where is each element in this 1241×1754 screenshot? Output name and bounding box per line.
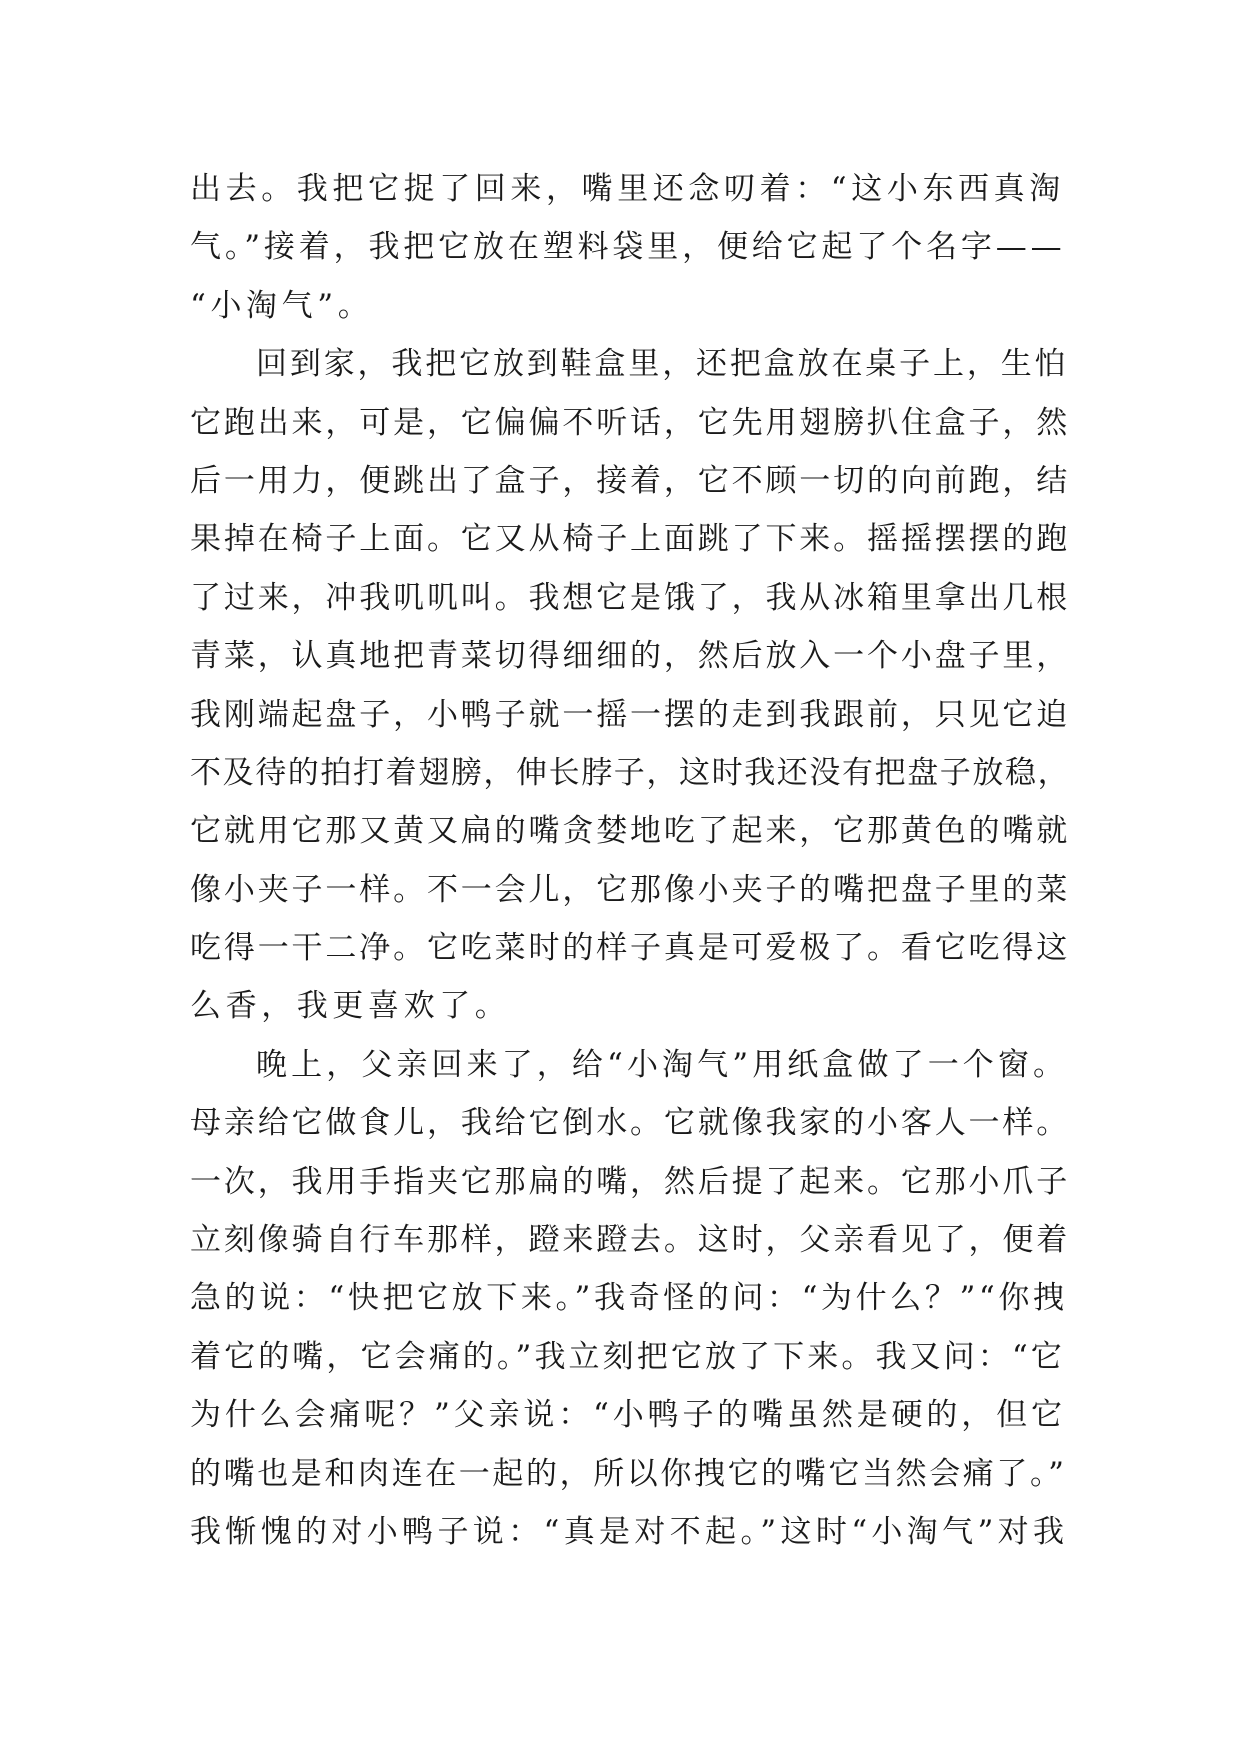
text-line: 它跑出来，可是，它偏偏不听话，它先用翅膀扒住盒子，然 [190, 404, 1071, 441]
text-line: 一次，我用手指夹它那扁的嘴，然后提了起来。它那小爪子 [190, 1163, 1071, 1200]
text-line: 立刻像骑自行车那样，蹬来蹬去。这时，父亲看见了，便着 [190, 1222, 1071, 1259]
text-line: 气。”接着，我把它放在塑料袋里，便给它起了个名字—— [190, 229, 1066, 266]
text-line: 为什么会痛呢？”父亲说：“小鸭子的嘴虽然是硬的，但它 [190, 1397, 1066, 1434]
body-text [190, 160, 1070, 1561]
text-line: “小淘气”。 [190, 287, 374, 324]
text-line: 不及待的拍打着翅膀，伸长脖子，这时我还没有把盘子放稳， [190, 754, 1071, 791]
text-line: 青菜，认真地把青菜切得细细的，然后放入一个小盘子里， [190, 638, 1071, 675]
text-line: 我惭愧的对小鸭子说：“真是对不起。”这时“小淘气”对我 [190, 1513, 1069, 1550]
text-line: 我刚端起盘子，小鸭子就一摇一摆的走到我跟前，只见它迫 [190, 696, 1071, 733]
text-line: 吃得一干二净。它吃菜时的样子真是可爱极了。看它吃得这 [190, 930, 1071, 967]
text-line: 着它的嘴，它会痛的。”我立刻把它放了下来。我又问：“它 [190, 1338, 1065, 1375]
text-line: 它就用它那又黄又扁的嘴贪婪地吃了起来，它那黄色的嘴就 [190, 813, 1071, 850]
text-line: 晚上，父亲回来了，给“小淘气”用纸盒做了一个窗。 [256, 1046, 1069, 1083]
text-line: 母亲给它做食儿，我给它倒水。它就像我家的小客人一样。 [190, 1105, 1071, 1142]
text-line: 么香，我更喜欢了。 [190, 988, 511, 1025]
text-line: 急的说：“快把它放下来。”我奇怪的问：“为什么？”“你拽 [190, 1280, 1068, 1317]
text-line: 回到家，我把它放到鞋盒里，还把盒放在桌子上，生怕 [256, 346, 1069, 383]
text-line: 像小夹子一样。不一会儿，它那像小夹子的嘴把盘子里的菜 [190, 871, 1071, 908]
text-line: 后一用力，便跳出了盒子，接着，它不顾一切的向前跑，结 [190, 462, 1071, 499]
text-line: 果掉在椅子上面。它又从椅子上面跳了下来。摇摇摆摆的跑 [190, 521, 1071, 558]
text-line: 了过来，冲我叽叽叫。我想它是饿了，我从冰箱里拿出几根 [190, 579, 1071, 616]
text-line: 出去。我把它捉了回来，嘴里还念叨着：“这小东西真淘 [190, 171, 1065, 207]
text-line: 的嘴也是和肉连在一起的，所以你拽它的嘴它当然会痛了。” [190, 1455, 1067, 1492]
